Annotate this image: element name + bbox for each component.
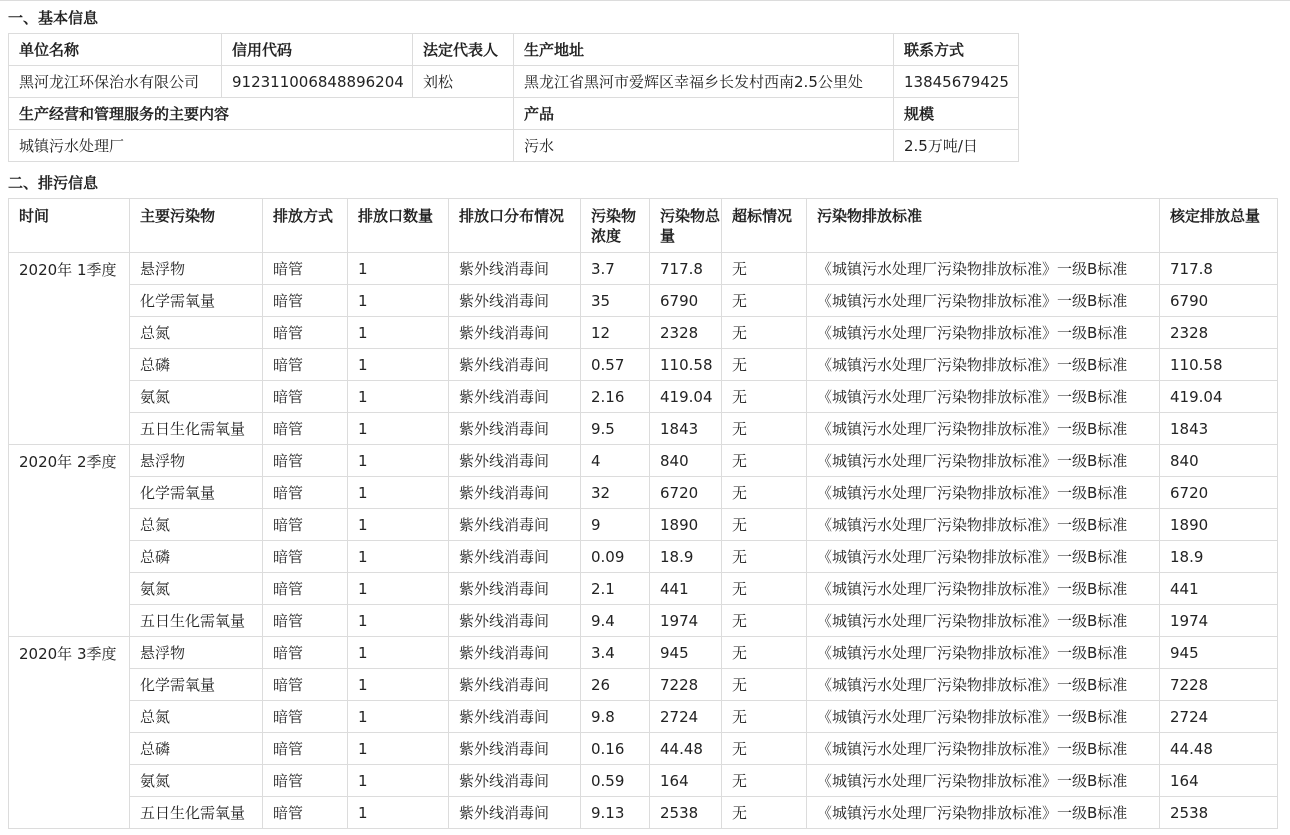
concentration-cell: 9: [581, 509, 650, 541]
pollutant-cell: 化学需氧量: [130, 477, 263, 509]
approved-total-cell: 840: [1160, 445, 1278, 477]
discharge-method-cell: 暗管: [263, 253, 348, 285]
standard-cell: 《城镇污水处理厂污染物排放标准》一级B标准: [807, 669, 1160, 701]
discharge-method-cell: 暗管: [263, 349, 348, 381]
legal-rep: 刘松: [413, 66, 514, 98]
header-time: 时间: [9, 199, 130, 253]
concentration-cell: 9.5: [581, 413, 650, 445]
concentration-cell: 26: [581, 669, 650, 701]
total-amount-cell: 2724: [650, 701, 722, 733]
total-amount-cell: 1974: [650, 605, 722, 637]
concentration-cell: 4: [581, 445, 650, 477]
approved-total-cell: 2538: [1160, 797, 1278, 829]
total-amount-cell: 6720: [650, 477, 722, 509]
outlet-count-cell: 1: [348, 253, 449, 285]
standard-cell: 《城镇污水处理厂污染物排放标准》一级B标准: [807, 381, 1160, 413]
pollutant-cell: 氨氮: [130, 573, 263, 605]
pollutant-cell: 化学需氧量: [130, 285, 263, 317]
exceed-status-cell: 无: [722, 541, 807, 573]
outlet-location-cell: 紫外线消毒间: [449, 349, 581, 381]
outlet-count-cell: 1: [348, 605, 449, 637]
quarter-label: 2020年 2季度: [19, 453, 117, 471]
total-amount-cell: 110.58: [650, 349, 722, 381]
approved-total-cell: 110.58: [1160, 349, 1278, 381]
table-row: [9, 253, 1278, 285]
scale: 2.5万吨/日: [894, 130, 1019, 162]
total-amount-cell: 164: [650, 765, 722, 797]
discharge-method-cell: 暗管: [263, 637, 348, 669]
address: 黑龙江省黑河市爱辉区幸福乡长发村西南2.5公里处: [514, 66, 894, 98]
header-product: 产品: [514, 98, 894, 130]
outlet-count-cell: 1: [348, 669, 449, 701]
total-amount-cell: 7228: [650, 669, 722, 701]
standard-cell: 《城镇污水处理厂污染物排放标准》一级B标准: [807, 445, 1160, 477]
table-row: [9, 573, 1278, 605]
approved-total-cell: 6790: [1160, 285, 1278, 317]
header-scale: 规模: [894, 98, 1019, 130]
basic-value-row: [9, 66, 1019, 98]
concentration-cell: 9.4: [581, 605, 650, 637]
discharge-method-cell: 暗管: [263, 605, 348, 637]
table-row: [9, 637, 1278, 669]
basic-info-table: [8, 33, 1019, 162]
outlet-location-cell: 紫外线消毒间: [449, 509, 581, 541]
standard-cell: 《城镇污水处理厂污染物排放标准》一级B标准: [807, 349, 1160, 381]
exceed-status-cell: 无: [722, 509, 807, 541]
header-outlet-count: 排放口数量: [348, 199, 449, 253]
outlet-location-cell: 紫外线消毒间: [449, 477, 581, 509]
total-amount-cell: 2538: [650, 797, 722, 829]
table-row: [9, 477, 1278, 509]
approved-total-cell: 44.48: [1160, 733, 1278, 765]
header-exceed-status: 超标情况: [722, 199, 807, 253]
concentration-cell: 12: [581, 317, 650, 349]
header-legal-rep: 法定代表人: [413, 34, 514, 66]
discharge-method-cell: 暗管: [263, 477, 348, 509]
total-amount-cell: 419.04: [650, 381, 722, 413]
outlet-location-cell: 紫外线消毒间: [449, 669, 581, 701]
pollutant-cell: 化学需氧量: [130, 669, 263, 701]
outlet-count-cell: 1: [348, 349, 449, 381]
contact: 13845679425: [894, 66, 1019, 98]
discharge-method-cell: 暗管: [263, 733, 348, 765]
outlet-location-cell: 紫外线消毒间: [449, 445, 581, 477]
outlet-location-cell: 紫外线消毒间: [449, 541, 581, 573]
pollutant-cell: 氨氮: [130, 765, 263, 797]
approved-total-cell: 164: [1160, 765, 1278, 797]
pollutant-cell: 五日生化需氧量: [130, 797, 263, 829]
business: 城镇污水处理厂: [9, 130, 514, 162]
outlet-count-cell: 1: [348, 637, 449, 669]
basic-value-row-2: [9, 130, 1019, 162]
basic-header-row: [9, 34, 1019, 66]
pollutant-cell: 氨氮: [130, 381, 263, 413]
approved-total-cell: 6720: [1160, 477, 1278, 509]
concentration-cell: 3.4: [581, 637, 650, 669]
header-pollutant: 主要污染物: [130, 199, 263, 253]
table-row: [9, 669, 1278, 701]
top-divider: [0, 0, 1290, 1]
outlet-count-cell: 1: [348, 509, 449, 541]
header-company-name: 单位名称: [9, 34, 222, 66]
pollutant-cell: 总氮: [130, 509, 263, 541]
discharge-method-cell: 暗管: [263, 541, 348, 573]
basic-header-row-2: [9, 98, 1019, 130]
quarter-cell: [9, 637, 130, 829]
table-row: [9, 445, 1278, 477]
discharge-method-cell: 暗管: [263, 445, 348, 477]
pollutant-cell: 总磷: [130, 349, 263, 381]
approved-total-cell: 1890: [1160, 509, 1278, 541]
section-title-emission-info: 二、排污信息: [8, 174, 99, 192]
quarter-label: 2020年 1季度: [19, 261, 117, 279]
discharge-method-cell: 暗管: [263, 285, 348, 317]
total-amount-cell: 945: [650, 637, 722, 669]
exceed-status-cell: 无: [722, 701, 807, 733]
header-contact: 联系方式: [894, 34, 1019, 66]
outlet-location-cell: 紫外线消毒间: [449, 317, 581, 349]
total-amount-cell: 18.9: [650, 541, 722, 573]
outlet-location-cell: 紫外线消毒间: [449, 413, 581, 445]
outlet-count-cell: 1: [348, 317, 449, 349]
emission-table: [8, 198, 1278, 829]
outlet-location-cell: 紫外线消毒间: [449, 285, 581, 317]
pollutant-cell: 悬浮物: [130, 445, 263, 477]
standard-cell: 《城镇污水处理厂污染物排放标准》一级B标准: [807, 413, 1160, 445]
credit-code: 912311006848896204: [222, 66, 413, 98]
outlet-location-cell: 紫外线消毒间: [449, 765, 581, 797]
outlet-location-cell: 紫外线消毒间: [449, 605, 581, 637]
outlet-count-cell: 1: [348, 413, 449, 445]
exceed-status-cell: 无: [722, 253, 807, 285]
header-approved-total: 核定排放总量: [1160, 199, 1278, 253]
total-amount-cell: 1843: [650, 413, 722, 445]
outlet-count-cell: 1: [348, 285, 449, 317]
concentration-cell: 0.57: [581, 349, 650, 381]
concentration-cell: 9.8: [581, 701, 650, 733]
discharge-method-cell: 暗管: [263, 413, 348, 445]
table-row: [9, 765, 1278, 797]
concentration-cell: 35: [581, 285, 650, 317]
concentration-cell: 0.09: [581, 541, 650, 573]
header-discharge-method: 排放方式: [263, 199, 348, 253]
concentration-cell: 0.59: [581, 765, 650, 797]
exceed-status-cell: 无: [722, 381, 807, 413]
header-credit-code: 信用代码: [222, 34, 413, 66]
table-row: [9, 605, 1278, 637]
total-amount-cell: 1890: [650, 509, 722, 541]
outlet-count-cell: 1: [348, 797, 449, 829]
standard-cell: 《城镇污水处理厂污染物排放标准》一级B标准: [807, 765, 1160, 797]
header-address: 生产地址: [514, 34, 894, 66]
exceed-status-cell: 无: [722, 733, 807, 765]
concentration-cell: 3.7: [581, 253, 650, 285]
discharge-method-cell: 暗管: [263, 509, 348, 541]
standard-cell: 《城镇污水处理厂污染物排放标准》一级B标准: [807, 541, 1160, 573]
standard-cell: 《城镇污水处理厂污染物排放标准》一级B标准: [807, 317, 1160, 349]
discharge-method-cell: 暗管: [263, 765, 348, 797]
outlet-count-cell: 1: [348, 573, 449, 605]
product: 污水: [514, 130, 894, 162]
approved-total-cell: 2724: [1160, 701, 1278, 733]
standard-cell: 《城镇污水处理厂污染物排放标准》一级B标准: [807, 253, 1160, 285]
exceed-status-cell: 无: [722, 637, 807, 669]
standard-cell: 《城镇污水处理厂污染物排放标准》一级B标准: [807, 605, 1160, 637]
header-total-amount: 污染物总量: [650, 199, 722, 253]
outlet-count-cell: 1: [348, 733, 449, 765]
header-concentration: 污染物浓度: [581, 199, 650, 253]
concentration-cell: 2.1: [581, 573, 650, 605]
outlet-location-cell: 紫外线消毒间: [449, 797, 581, 829]
table-row: [9, 317, 1278, 349]
outlet-count-cell: 1: [348, 445, 449, 477]
discharge-method-cell: 暗管: [263, 573, 348, 605]
approved-total-cell: 2328: [1160, 317, 1278, 349]
concentration-cell: 0.16: [581, 733, 650, 765]
approved-total-cell: 1843: [1160, 413, 1278, 445]
pollutant-cell: 总氮: [130, 317, 263, 349]
exceed-status-cell: 无: [722, 413, 807, 445]
outlet-location-cell: 紫外线消毒间: [449, 701, 581, 733]
discharge-method-cell: 暗管: [263, 669, 348, 701]
total-amount-cell: 2328: [650, 317, 722, 349]
table-row: [9, 413, 1278, 445]
standard-cell: 《城镇污水处理厂污染物排放标准》一级B标准: [807, 477, 1160, 509]
outlet-count-cell: 1: [348, 765, 449, 797]
pollutant-cell: 总磷: [130, 733, 263, 765]
standard-cell: 《城镇污水处理厂污染物排放标准》一级B标准: [807, 573, 1160, 605]
table-row: [9, 285, 1278, 317]
section-title-basic-info: 一、基本信息: [8, 9, 99, 27]
emission-header-row: [9, 199, 1278, 253]
outlet-location-cell: 紫外线消毒间: [449, 573, 581, 605]
outlet-count-cell: 1: [348, 381, 449, 413]
approved-total-cell: 7228: [1160, 669, 1278, 701]
exceed-status-cell: 无: [722, 317, 807, 349]
discharge-method-cell: 暗管: [263, 797, 348, 829]
quarter-cell: [9, 445, 130, 637]
exceed-status-cell: 无: [722, 797, 807, 829]
concentration-cell: 32: [581, 477, 650, 509]
header-outlet-location: 排放口分布情况: [449, 199, 581, 253]
discharge-method-cell: 暗管: [263, 701, 348, 733]
standard-cell: 《城镇污水处理厂污染物排放标准》一级B标准: [807, 701, 1160, 733]
pollutant-cell: 总磷: [130, 541, 263, 573]
outlet-location-cell: 紫外线消毒间: [449, 381, 581, 413]
outlet-count-cell: 1: [348, 477, 449, 509]
outlet-count-cell: 1: [348, 541, 449, 573]
discharge-method-cell: 暗管: [263, 381, 348, 413]
standard-cell: 《城镇污水处理厂污染物排放标准》一级B标准: [807, 509, 1160, 541]
discharge-method-cell: 暗管: [263, 317, 348, 349]
pollutant-cell: 悬浮物: [130, 253, 263, 285]
table-row: [9, 509, 1278, 541]
total-amount-cell: 44.48: [650, 733, 722, 765]
pollutant-cell: 总氮: [130, 701, 263, 733]
table-row: [9, 541, 1278, 573]
exceed-status-cell: 无: [722, 605, 807, 637]
pollutant-cell: 悬浮物: [130, 637, 263, 669]
pollutant-cell: 五日生化需氧量: [130, 413, 263, 445]
approved-total-cell: 717.8: [1160, 253, 1278, 285]
quarter-cell: [9, 253, 130, 445]
approved-total-cell: 18.9: [1160, 541, 1278, 573]
outlet-count-cell: 1: [348, 701, 449, 733]
approved-total-cell: 945: [1160, 637, 1278, 669]
exceed-status-cell: 无: [722, 445, 807, 477]
standard-cell: 《城镇污水处理厂污染物排放标准》一级B标准: [807, 797, 1160, 829]
quarter-label: 2020年 3季度: [19, 645, 117, 663]
concentration-cell: 9.13: [581, 797, 650, 829]
total-amount-cell: 6790: [650, 285, 722, 317]
company-name: 黑河龙江环保治水有限公司: [9, 66, 222, 98]
exceed-status-cell: 无: [722, 765, 807, 797]
outlet-location-cell: 紫外线消毒间: [449, 733, 581, 765]
concentration-cell: 2.16: [581, 381, 650, 413]
approved-total-cell: 419.04: [1160, 381, 1278, 413]
total-amount-cell: 840: [650, 445, 722, 477]
header-business: 生产经营和管理服务的主要内容: [9, 98, 514, 130]
exceed-status-cell: 无: [722, 669, 807, 701]
table-row: [9, 797, 1278, 829]
standard-cell: 《城镇污水处理厂污染物排放标准》一级B标准: [807, 285, 1160, 317]
total-amount-cell: 717.8: [650, 253, 722, 285]
outlet-location-cell: 紫外线消毒间: [449, 637, 581, 669]
table-row: [9, 349, 1278, 381]
table-row: [9, 701, 1278, 733]
exceed-status-cell: 无: [722, 477, 807, 509]
outlet-location-cell: 紫外线消毒间: [449, 253, 581, 285]
approved-total-cell: 1974: [1160, 605, 1278, 637]
standard-cell: 《城镇污水处理厂污染物排放标准》一级B标准: [807, 637, 1160, 669]
pollutant-cell: 五日生化需氧量: [130, 605, 263, 637]
standard-cell: 《城镇污水处理厂污染物排放标准》一级B标准: [807, 733, 1160, 765]
exceed-status-cell: 无: [722, 349, 807, 381]
table-row: [9, 381, 1278, 413]
approved-total-cell: 441: [1160, 573, 1278, 605]
exceed-status-cell: 无: [722, 573, 807, 605]
table-row: [9, 733, 1278, 765]
emission-body: [9, 253, 1278, 829]
exceed-status-cell: 无: [722, 285, 807, 317]
header-standard: 污染物排放标准: [807, 199, 1160, 253]
total-amount-cell: 441: [650, 573, 722, 605]
